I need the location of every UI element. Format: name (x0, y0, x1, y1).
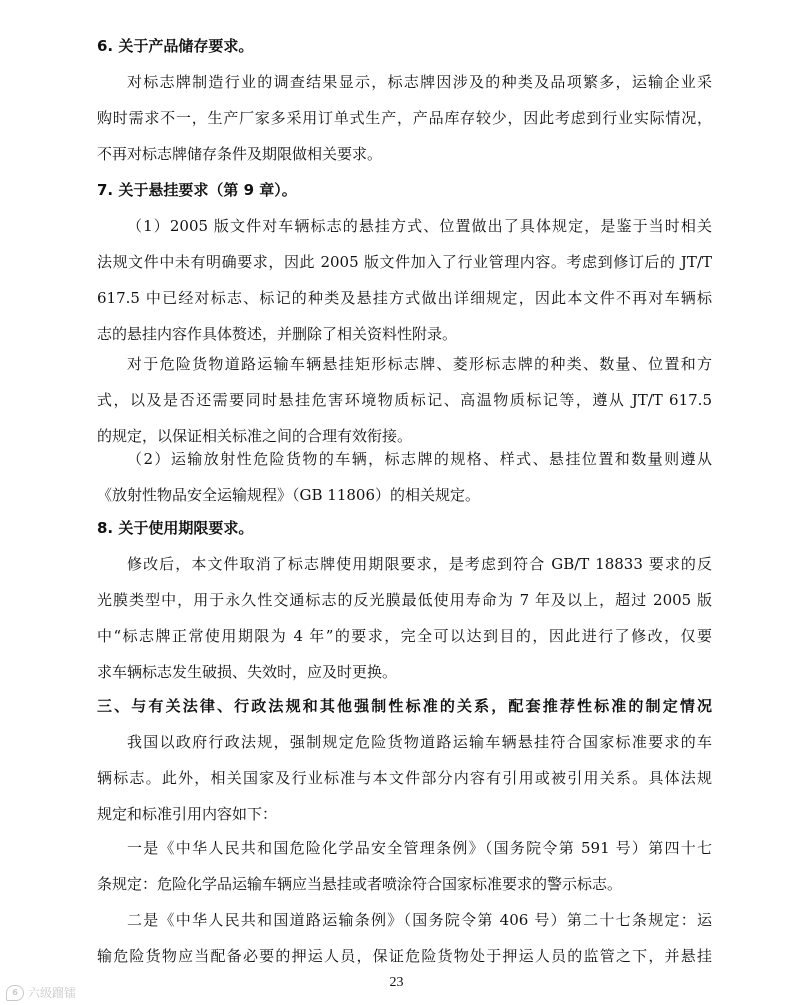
paragraph-line: 的规定，以保证相关标准之间的合理有效衔接。 (97, 427, 413, 445)
section-3-paragraph-3 (97, 902, 712, 974)
paragraph-line: 中“标志牌正常使用期限为 4 年”的要求，完全可以达到目的，因此进行了修改，仅要 (97, 627, 712, 645)
section-7-paragraph-3 (97, 441, 712, 513)
page-number: 23 (389, 975, 404, 990)
paragraph-line: （2）运输放射性危险货物的车辆，标志牌的规格、样式、悬挂位置和数量则遵从 (127, 450, 712, 468)
paragraph-line: 辆标志。此外，相关国家及行业标准与本文件部分内容有引用或被引用关系。具体法规 (97, 769, 712, 787)
section-3 (97, 688, 712, 832)
section-3-paragraph-2 (97, 830, 712, 902)
paragraph-line: 修改后，本文件取消了标志牌使用期限要求，是考虑到符合 GB/T 18833 要求的反 (127, 555, 712, 573)
section-8-heading: 8. 关于使用期限要求。 (97, 519, 254, 537)
paragraph-line: 法规文件中未有明确要求，因此 2005 版文件加入了行业管理内容。考虑到修订后的 JT/T (97, 253, 712, 271)
paragraph-line: 购时需求不一，生产厂家多采用订单式生产，产品库存较少，因此考虑到行业实际情况， (97, 109, 712, 127)
paragraph-line: 我国以政府行政法规，强制规定危险货物道路运输车辆悬挂符合国家标准要求的车 (127, 733, 712, 751)
paragraph-line: 志的悬挂内容作具体赘述，并删除了相关资料性附录。 (97, 325, 458, 343)
paragraph-line: （1）2005 版文件对车辆标志的悬挂方式、位置做出了具体规定，是鉴于当时相关 (127, 217, 712, 235)
section-6-heading: 6. 关于产品储存要求。 (97, 37, 254, 55)
section-3-heading: 三、与有关法律、行政法规和其他强制性标准的关系，配套推荐性标准的制定情况 (97, 697, 712, 715)
section-6 (97, 28, 712, 172)
paragraph-line: 条规定：危险化学品运输车辆应当悬挂或者喷涂符合国家标准要求的警示标志。 (97, 875, 623, 893)
paragraph-line: 规定和标准引用内容如下： (97, 805, 278, 823)
chat-bubble-icon: 6 (6, 985, 24, 1001)
section-7 (97, 172, 712, 352)
paragraph-line: 式，以及是否还需要同时悬挂危害环境物质标记、高温物质标记等，遵从 JT/T 617.5 (97, 391, 712, 409)
paragraph-line: 不再对标志牌储存条件及期限做相关要求。 (97, 145, 383, 163)
paragraph-line: 一是《中华人民共和国危险化学品安全管理条例》（国务院令第 591 号）第四十七 (127, 839, 712, 857)
watermark-text: 六级蹓镭 (28, 986, 77, 1000)
paragraph-line: 617.5 中已经对标志、标记的种类及悬挂方式做出详细规定，因此本文件不再对车辆标 (97, 289, 712, 307)
paragraph-line: 二是《中华人民共和国道路运输条例》（国务院令第 406 号）第二十七条规定：运 (127, 911, 712, 929)
paragraph-line: 对于危险货物道路运输车辆悬挂矩形标志牌、菱形标志牌的种类、数量、位置和方 (127, 355, 712, 373)
section-7-heading: 7. 关于悬挂要求（第 9 章）。 (97, 181, 297, 199)
paragraph-line: 求车辆标志发生破损、失效时，应及时更换。 (97, 663, 398, 681)
watermark (6, 984, 76, 1001)
paragraph-line: 光膜类型中，用于永久性交通标志的反光膜最低使用寿命为 7 年及以上，超过 2005 版 (97, 591, 712, 609)
paragraph-line: 对标志牌制造行业的调查结果显示，标志牌因涉及的种类及品项繁多，运输企业采 (127, 73, 712, 91)
paragraph-line: 《放射性物品安全运输规程》（GB 11806）的相关规定。 (97, 486, 480, 504)
paragraph-line: 输危险货物应当配备必要的押运人员，保证危险货物处于押运人员的监管之下，并悬挂 (97, 947, 712, 965)
section-8 (97, 510, 712, 690)
section-7-paragraph-2 (97, 346, 712, 454)
